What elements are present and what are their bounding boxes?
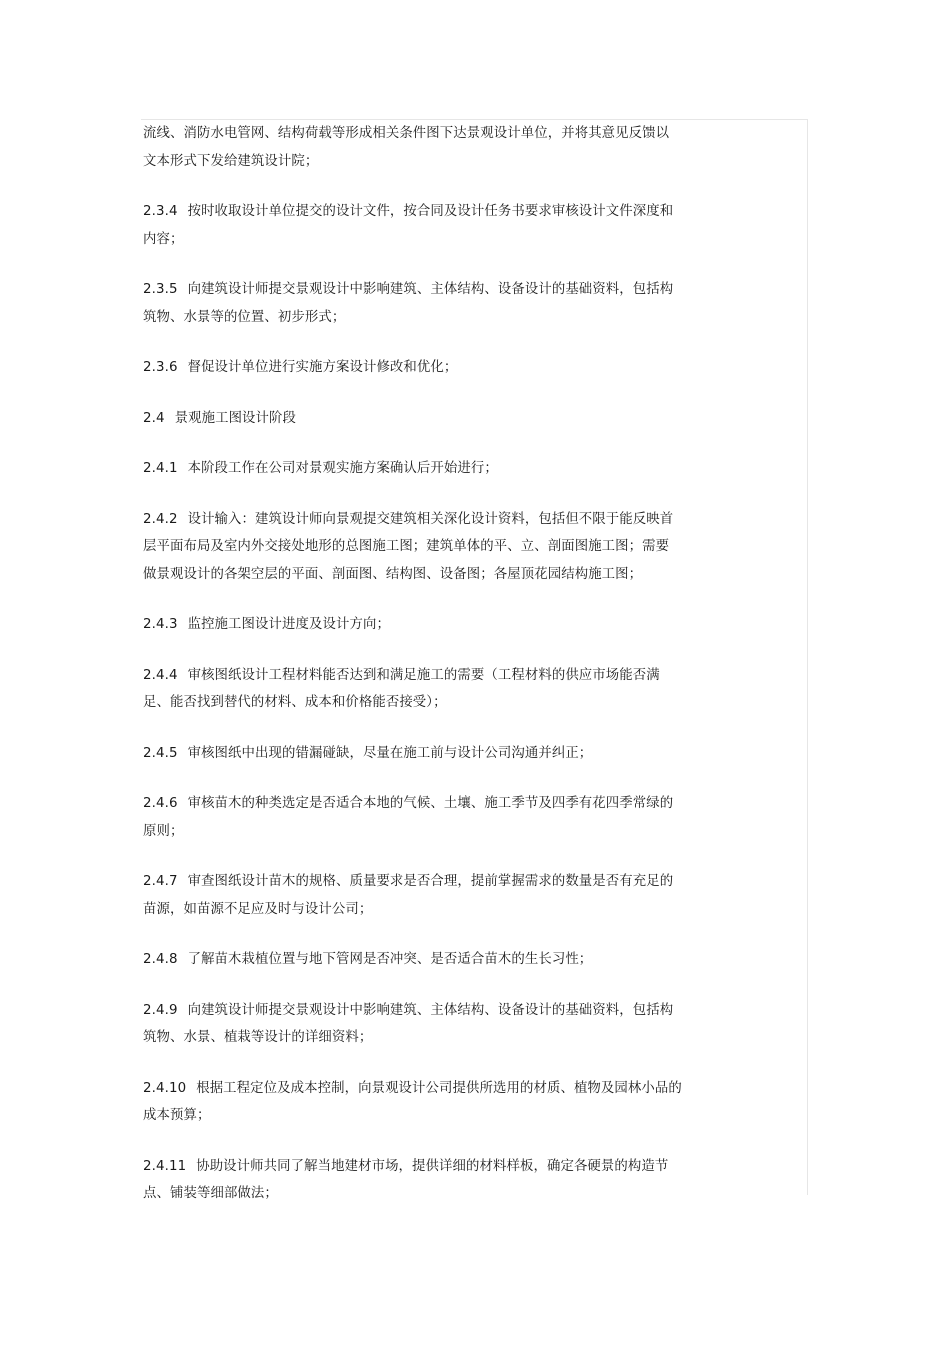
text-line: [143, 120, 743, 148]
line-text: 筑物、水景等的位置、初步形式；: [143, 309, 346, 325]
line-text: 审查图纸设计苗木的规格、质量要求是否合理，提前掌握需求的数量是否有充足的: [187, 874, 674, 889]
line-text: 成本预算；: [143, 1108, 211, 1123]
text-line: [143, 689, 743, 717]
paragraph: [143, 276, 743, 331]
line-text: 向建筑设计师提交景观设计中影响建筑、主体结构、设备设计的基础资料，包括构: [187, 1002, 674, 1018]
section-number: 2.4.5: [143, 745, 178, 761]
paragraph: [143, 611, 743, 639]
paragraph: [143, 946, 743, 974]
text-line: [143, 354, 743, 382]
section-number: 2.3.4: [143, 204, 178, 219]
section-number: 2.3.6: [143, 360, 178, 375]
text-line: [143, 662, 743, 690]
text-line: [143, 1075, 743, 1103]
section-number: 2.4.9: [143, 1002, 178, 1018]
text-line: [143, 506, 743, 534]
line-text: 文本形式下发给建筑设计院；: [143, 153, 319, 169]
text-line: [143, 455, 743, 483]
paragraph: [143, 868, 743, 923]
text-line: [143, 997, 743, 1025]
text-line: [143, 946, 743, 974]
line-text: 设计输入：建筑设计师向景观提交建筑相关深化设计资料，包括但不限于能反映首: [187, 511, 674, 527]
line-text: 按时收取设计单位提交的设计文件，按合同及设计任务书要求审核设计文件深度和: [187, 204, 674, 219]
line-text: 原则；: [143, 823, 184, 839]
line-text: 督促设计单位进行实施方案设计修改和优化；: [187, 360, 458, 375]
paragraph: [143, 120, 743, 175]
text-line: [143, 405, 743, 433]
paragraph: [143, 1153, 743, 1208]
text-line: [143, 148, 743, 176]
line-text: 景观施工图设计阶段: [174, 410, 297, 426]
line-text: 流线、消防水电管网、结构荷载等形成相关条件图下达景观设计单位，并将其意见反馈以: [143, 126, 670, 141]
section-number: 2.4.11: [143, 1158, 187, 1174]
text-line: [143, 561, 743, 589]
line-text: 点、铺装等细部做法；: [143, 1186, 278, 1201]
paragraph: [143, 662, 743, 717]
section-number: 2.4.1: [143, 461, 178, 476]
line-text: 内容；: [143, 231, 184, 247]
paragraph: [143, 790, 743, 845]
line-text: 协助设计师共同了解当地建材市场，提供详细的材料样板，确定各硬景的构造节: [196, 1158, 669, 1174]
line-text: 本阶段工作在公司对景观实施方案确认后开始进行；: [187, 461, 498, 476]
text-line: [143, 790, 743, 818]
text-line: [143, 1024, 743, 1052]
section-number: 2.4.8: [143, 952, 178, 967]
section-number: 2.4.7: [143, 874, 178, 889]
line-text: 审核苗木的种类选定是否适合本地的气候、土壤、施工季节及四季有花四季常绿的: [187, 796, 674, 811]
line-text: 监控施工图设计进度及设计方向；: [187, 617, 390, 632]
text-line: [143, 226, 743, 254]
text-line: [143, 611, 743, 639]
line-text: 审核图纸中出现的错漏碰缺，尽量在施工前与设计公司沟通并纠正；: [187, 745, 593, 761]
text-line: [143, 1180, 743, 1208]
text-line: [143, 198, 743, 226]
line-text: 苗源，如苗源不足应及时与设计公司；: [143, 901, 373, 917]
paragraph: [143, 455, 743, 483]
line-text: 做景观设计的各架空层的平面、剖面图、结构图、设备图；各屋顶花园结构施工图；: [143, 566, 643, 582]
text-line: [143, 276, 743, 304]
line-text: 足、能否找到替代的材料、成本和价格能否接受）；: [143, 695, 447, 710]
text-line: [143, 740, 743, 768]
text-line: [143, 1102, 743, 1130]
section-number: 2.4.10: [143, 1080, 187, 1096]
text-line: [143, 304, 743, 332]
section-number: 2.4: [143, 410, 165, 426]
line-text: 了解苗木栽植位置与地下管网是否冲突、是否适合苗木的生长习性；: [187, 952, 593, 967]
section-number: 2.4.2: [143, 511, 178, 527]
line-text: 根据工程定位及成本控制，向景观设计公司提供所选用的材质、植物及园林小品的: [196, 1080, 682, 1096]
section-number: 2.4.6: [143, 796, 178, 811]
line-text: 审核图纸设计工程材料能否达到和满足施工的需要（工程材料的供应市场能否满: [187, 667, 660, 683]
document-body: [143, 120, 743, 1231]
line-text: 筑物、水景、植栽等设计的详细资料；: [143, 1030, 373, 1045]
line-text: 层平面布局及室内外交接处地形的总图施工图；建筑单体的平、立、剖面图施工图；需要: [143, 539, 670, 554]
line-text: 向建筑设计师提交景观设计中影响建筑、主体结构、设备设计的基础资料，包括构: [187, 282, 674, 297]
text-line: [143, 533, 743, 561]
paragraph: [143, 198, 743, 253]
text-line: [143, 1153, 743, 1181]
section-number: 2.4.3: [143, 617, 178, 632]
paragraph: [143, 405, 743, 433]
text-line: [143, 896, 743, 924]
paragraph: [143, 1075, 743, 1130]
paragraph: [143, 354, 743, 382]
section-number: 2.4.4: [143, 667, 178, 683]
paragraph: [143, 997, 743, 1052]
text-line: [143, 818, 743, 846]
section-number: 2.3.5: [143, 282, 178, 297]
paragraph: [143, 506, 743, 589]
text-line: [143, 868, 743, 896]
paragraph: [143, 740, 743, 768]
